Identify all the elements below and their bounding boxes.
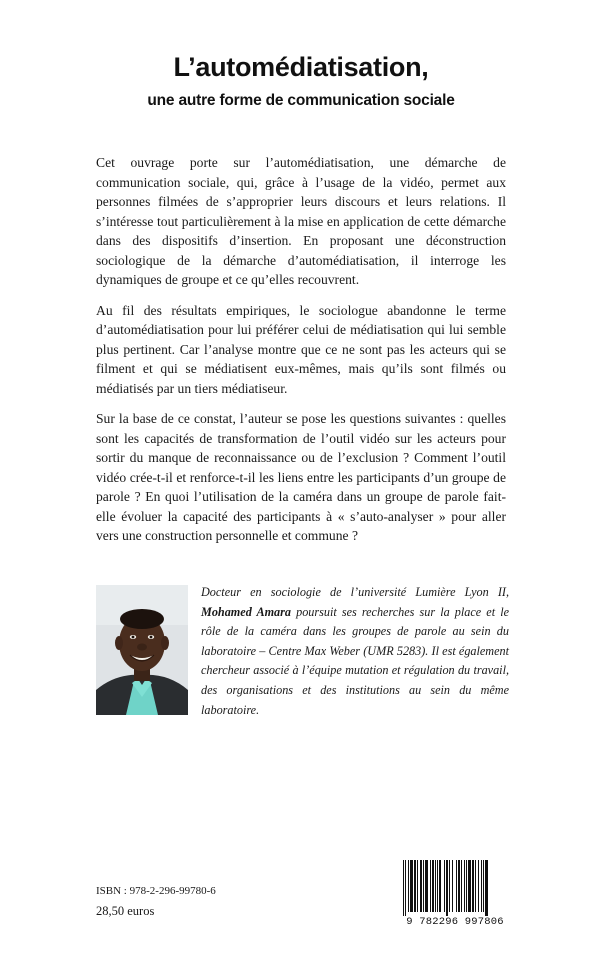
barcode-bar	[432, 860, 434, 912]
back-cover-summary	[96, 153, 506, 557]
barcode-bar	[408, 860, 409, 912]
author-bio-intro: Docteur en sociologie de l’université Lumière Lyon II,	[201, 585, 509, 599]
barcode-bar	[472, 860, 474, 912]
barcode-bar	[414, 860, 416, 912]
summary-paragraph: Cet ouvrage porte sur l’automédiatisation, une démarche de communication sociale, qui, grâce à l’usage de la vidéo, permet aux personnes filmées de s’approprier leurs discours et leurs relations. Il s’intéresse tout particulièrement à la mise en application de cette démarche dans des dispositifs d’insertion. En proposant une déconstruction sociologique de la démarche d’automédiatisation, il interroge les dynamiques de groupe et ce qu’elles recouvrent.	[96, 155, 506, 287]
barcode-bar	[444, 860, 445, 912]
barcode-bar	[468, 860, 471, 912]
barcode-bar	[461, 860, 462, 912]
author-name: Mohamed Amara	[201, 604, 291, 619]
barcode-bar	[423, 860, 424, 912]
barcode-bar	[446, 860, 448, 916]
barcode-bar	[405, 860, 406, 916]
author-portrait-image	[96, 585, 188, 715]
barcode-bar	[425, 860, 428, 912]
barcode-bar	[475, 860, 476, 912]
barcode-bar	[435, 860, 436, 912]
barcode-bar	[417, 860, 418, 912]
summary-paragraph: Sur la base de ce constat, l’auteur se pose les questions suivantes : quelles sont les capacités de transformation de l’outil vidéo sur les acteurs pour sortir du manque de reconnaissance ou de l’exclusion ? Comment l’outil vidéo crée-t-il et renforce-t-il les liens entre les participants d’un groupe de parole ? En quoi l’utilisation de la caméra dans un groupe de parole fait-elle évoluer la capacité des participants à « s’auto-analyser » pour aller vers une construction personnelle et commune ?	[96, 411, 506, 543]
barcode-number: 9 782296 997806	[406, 916, 504, 928]
barcode-bar	[483, 860, 484, 912]
barcode-bar	[403, 860, 404, 916]
price-label: 28,50 euros	[96, 904, 155, 918]
barcode-bar	[458, 860, 460, 912]
barcode-bars	[403, 860, 507, 916]
barcode	[395, 860, 515, 930]
barcode-bar	[437, 860, 438, 912]
barcode-bar	[430, 860, 431, 912]
barcode-bar	[466, 860, 467, 912]
barcode-bar	[452, 860, 453, 912]
barcode-bar	[478, 860, 479, 912]
isbn-label: ISBN : 978-2-296-99780-6	[96, 885, 216, 897]
author-photo	[96, 585, 188, 715]
summary-paragraph: Au fil des résultats empiriques, le sociologue abandonne le terme d’automédiatisation pour lui préférer celui de médiatisation qui lui semble plus pertinent. Car l’analyse montre que ce ne sont pas les acteurs qui se filment et qui se médiatisent eux-mêmes, mais qu’ils sont filmés ou médiatisés par un tiers médiatiseur.	[96, 302, 506, 396]
barcode-bar	[449, 860, 450, 912]
author-biography	[201, 583, 509, 720]
barcode-bar	[420, 860, 422, 912]
barcode-bar	[485, 860, 488, 916]
barcode-bar	[410, 860, 413, 912]
author-bio-rest: poursuit ses recherches sur la place et le rôle de la caméra dans les groupes de parole au sein du laboratoire – Centre Max Weber (UMR 5283). Il est également chercheur associé à l’équipe mutation et régulation du travail, des organisations et des institutions au sein du même laboratoire.	[201, 604, 509, 717]
barcode-bar	[464, 860, 465, 912]
book-title: L’automédiatisation,	[173, 52, 429, 82]
barcode-bar	[481, 860, 482, 912]
barcode-bar	[456, 860, 457, 912]
barcode-bar	[439, 860, 441, 912]
book-subtitle: une autre forme de communication sociale	[147, 92, 455, 109]
